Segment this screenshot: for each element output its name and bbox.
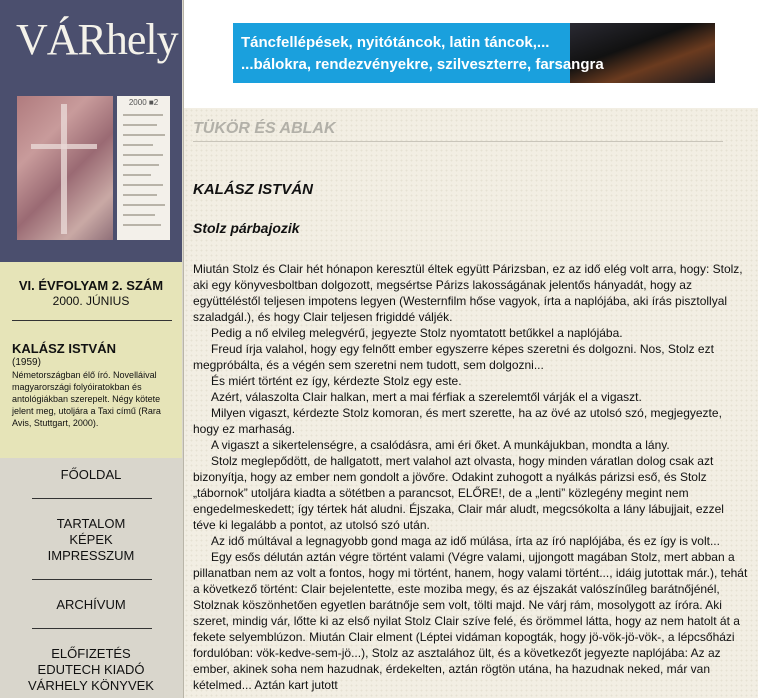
banner-line-2: ...bálokra, rendezvényekre, szilveszterre, farsangra bbox=[241, 56, 604, 73]
divider bbox=[193, 141, 723, 142]
divider bbox=[32, 579, 152, 580]
nav-link-subscription[interactable]: ELŐFIZETÉS bbox=[51, 646, 131, 661]
nav-link-impressum[interactable]: IMPRESSZUM bbox=[47, 548, 135, 563]
article-author: KALÁSZ ISTVÁN bbox=[193, 181, 313, 198]
cover-issue-label: 2000 ■2 bbox=[128, 98, 159, 107]
section-title: TÜKÖR ÉS ABLAK bbox=[193, 120, 336, 137]
nav-link-images[interactable]: KÉPEK bbox=[69, 532, 113, 547]
cover-text-line bbox=[123, 154, 163, 156]
article-paragraph: Stolz meglepődött, de hallgatott, mert valahol azt olvasta, hogy minden váratlan dolog csak azt bizonyítja, hogy az ember nem gondolt a jövőre. Odakint zuhogott a nyálkás párizsi eső, és Stolz „tábornok” utoljára kiadta a sötétben a parancsot, ELŐRE!, de a „lenti” közlegény megint nem engedelmeskedett; így tértek hát aludni. Éjszaka, Clair már aludt, megcsókolta a lány lábujjait, ezzel téve ki legalább a pontot, az utolsó szó után. bbox=[193, 454, 724, 532]
article-paragraph: Freud írja valahol, hogy egy felnőtt ember egyszerre képes szeretni és dolgozni. Nos, Stolz ezt megpróbálta, és a végén sem szeretni nem tudott, sem dolgozni... bbox=[193, 342, 714, 372]
cover-text-line bbox=[123, 194, 157, 196]
cover-text-line bbox=[123, 124, 157, 126]
article-paragraph: Miután Stolz és Clair hét hónapon keresztül éltek együtt Párizsban, ez az idő elég volt arra, hogy: Stolz, aki egy könyvesboltban dolgozott, megsértse Párizs lakosságának jelentős hányadát, hogy az együttéléstől teljesen impotens legyen (Westernfilm hőse vagyok, írta a naplójába, aki írás pisztollyal szaladgál.), és hogy Clair teljesen frigiddé váljék. bbox=[193, 262, 743, 324]
cover-contents-panel bbox=[117, 96, 170, 240]
article-paragraph: És miért történt ez így, kérdezte Stolz egy este. bbox=[211, 374, 462, 388]
ad-banner[interactable] bbox=[233, 23, 715, 83]
cover-artwork-image bbox=[17, 96, 113, 240]
author-name: KALÁSZ ISTVÁN bbox=[12, 341, 116, 356]
dancers-photo bbox=[570, 23, 715, 83]
cover-text-line bbox=[123, 214, 155, 216]
article-paragraph: Egy esős délután aztán végre történt valami (Végre valami, ujjongott magában Stolz, mert abban a pillanatban nem az volt a fontos, hogy mi történt, hanem, hogy valami történt..., idáig jutottak már.), tehát a következő történt: Clair bejelentette, este moziba megy, és az éjszakát valószínűleg barátnőjénél, Stolznak köszönhetően egyetlen barátnője sem volt, tölti majd. Ne várj rám, mosolygott az íróra. Aki szeret, mindig vár, lőtte ki az első nyilat Stolz Clair szíve felé, és örömmel látta, hogy az nem hatolt át a fekete selyemblúzon. Miután Clair elment (Léptei vidáman kopogták, hogy jö-vök-jö-vök-, a lépcsőházi fordulóban: vök-kedve-sem-jö...), Stolz az asztalához ült, és a következőt jegyezte naplójába: Az az ember, akinek soha nem hazudnak, érdekelten, aztán rögtön utána, ha hazudnak neked, már van kételmed... Aztán kart jutott bbox=[193, 550, 748, 692]
nav-link-archive[interactable]: ARCHÍVUM bbox=[56, 597, 126, 612]
article-body bbox=[193, 261, 749, 693]
cover-text-line bbox=[123, 184, 163, 186]
cover-text-line bbox=[123, 174, 151, 176]
cover-text-line bbox=[123, 204, 165, 206]
cover-text-line bbox=[123, 224, 161, 226]
article-paragraph: Pedig a nő elvileg melegvérű, jegyezte Stolz nyomtatott betűkkel a naplójába. bbox=[211, 326, 623, 340]
nav-link-contents[interactable]: TARTALOM bbox=[56, 516, 126, 531]
article-area bbox=[184, 108, 758, 698]
cover-text-line bbox=[123, 164, 159, 166]
issue-date: 2000. JÚNIUS bbox=[52, 294, 130, 308]
article-title: Stolz párbajozik bbox=[193, 220, 300, 236]
article-paragraph: A vigaszt a sikertelenségre, a csalódásra, ami éri őket. A munkájukban, mondta a lány. bbox=[211, 438, 670, 452]
cover-text-line bbox=[123, 114, 163, 116]
cover-text-line bbox=[123, 134, 165, 136]
article-paragraph: Azért, válaszolta Clair halkan, mert a mai férfiak a szerelemtől várják el a vigaszt. bbox=[211, 390, 642, 404]
cover-text-line bbox=[123, 144, 153, 146]
divider bbox=[32, 498, 152, 499]
article-paragraph: Az idő múltával a legnagyobb gond maga az idő múlása, írta az író naplójába, és ez így is volt... bbox=[211, 534, 720, 548]
divider bbox=[12, 320, 172, 321]
author-years: (1959) bbox=[12, 357, 41, 368]
divider bbox=[32, 628, 152, 629]
magazine-cover[interactable] bbox=[0, 0, 182, 262]
article-paragraph: Milyen vigaszt, kérdezte Stolz komoran, és mert szerette, ha az övé az utolsó szó, megjegyezte, hogy ez marhaság. bbox=[193, 406, 722, 436]
issue-title: VI. ÉVFOLYAM 2. SZÁM bbox=[18, 278, 164, 293]
sidebar bbox=[0, 0, 184, 698]
issue-info-box bbox=[0, 262, 182, 458]
nav-link-edutech[interactable]: EDUTECH KIADÓ bbox=[37, 662, 145, 677]
nav-link-books[interactable]: VÁRHELY KÖNYVEK bbox=[28, 678, 154, 693]
banner-line-1: Táncfellépések, nyitótáncok, latin táncok,... bbox=[241, 34, 550, 51]
author-bio: Németországban élő író. Novelláival magyarországi folyóiratokban és antológiákban szerepelt. Négy kötete jelent meg, utoljára a Taxi című (Rara Avis, Stuttgart, 2000). bbox=[12, 370, 161, 428]
nav-link-home[interactable]: FŐOLDAL bbox=[60, 467, 122, 482]
magazine-logo: VÁRhely bbox=[16, 15, 178, 64]
